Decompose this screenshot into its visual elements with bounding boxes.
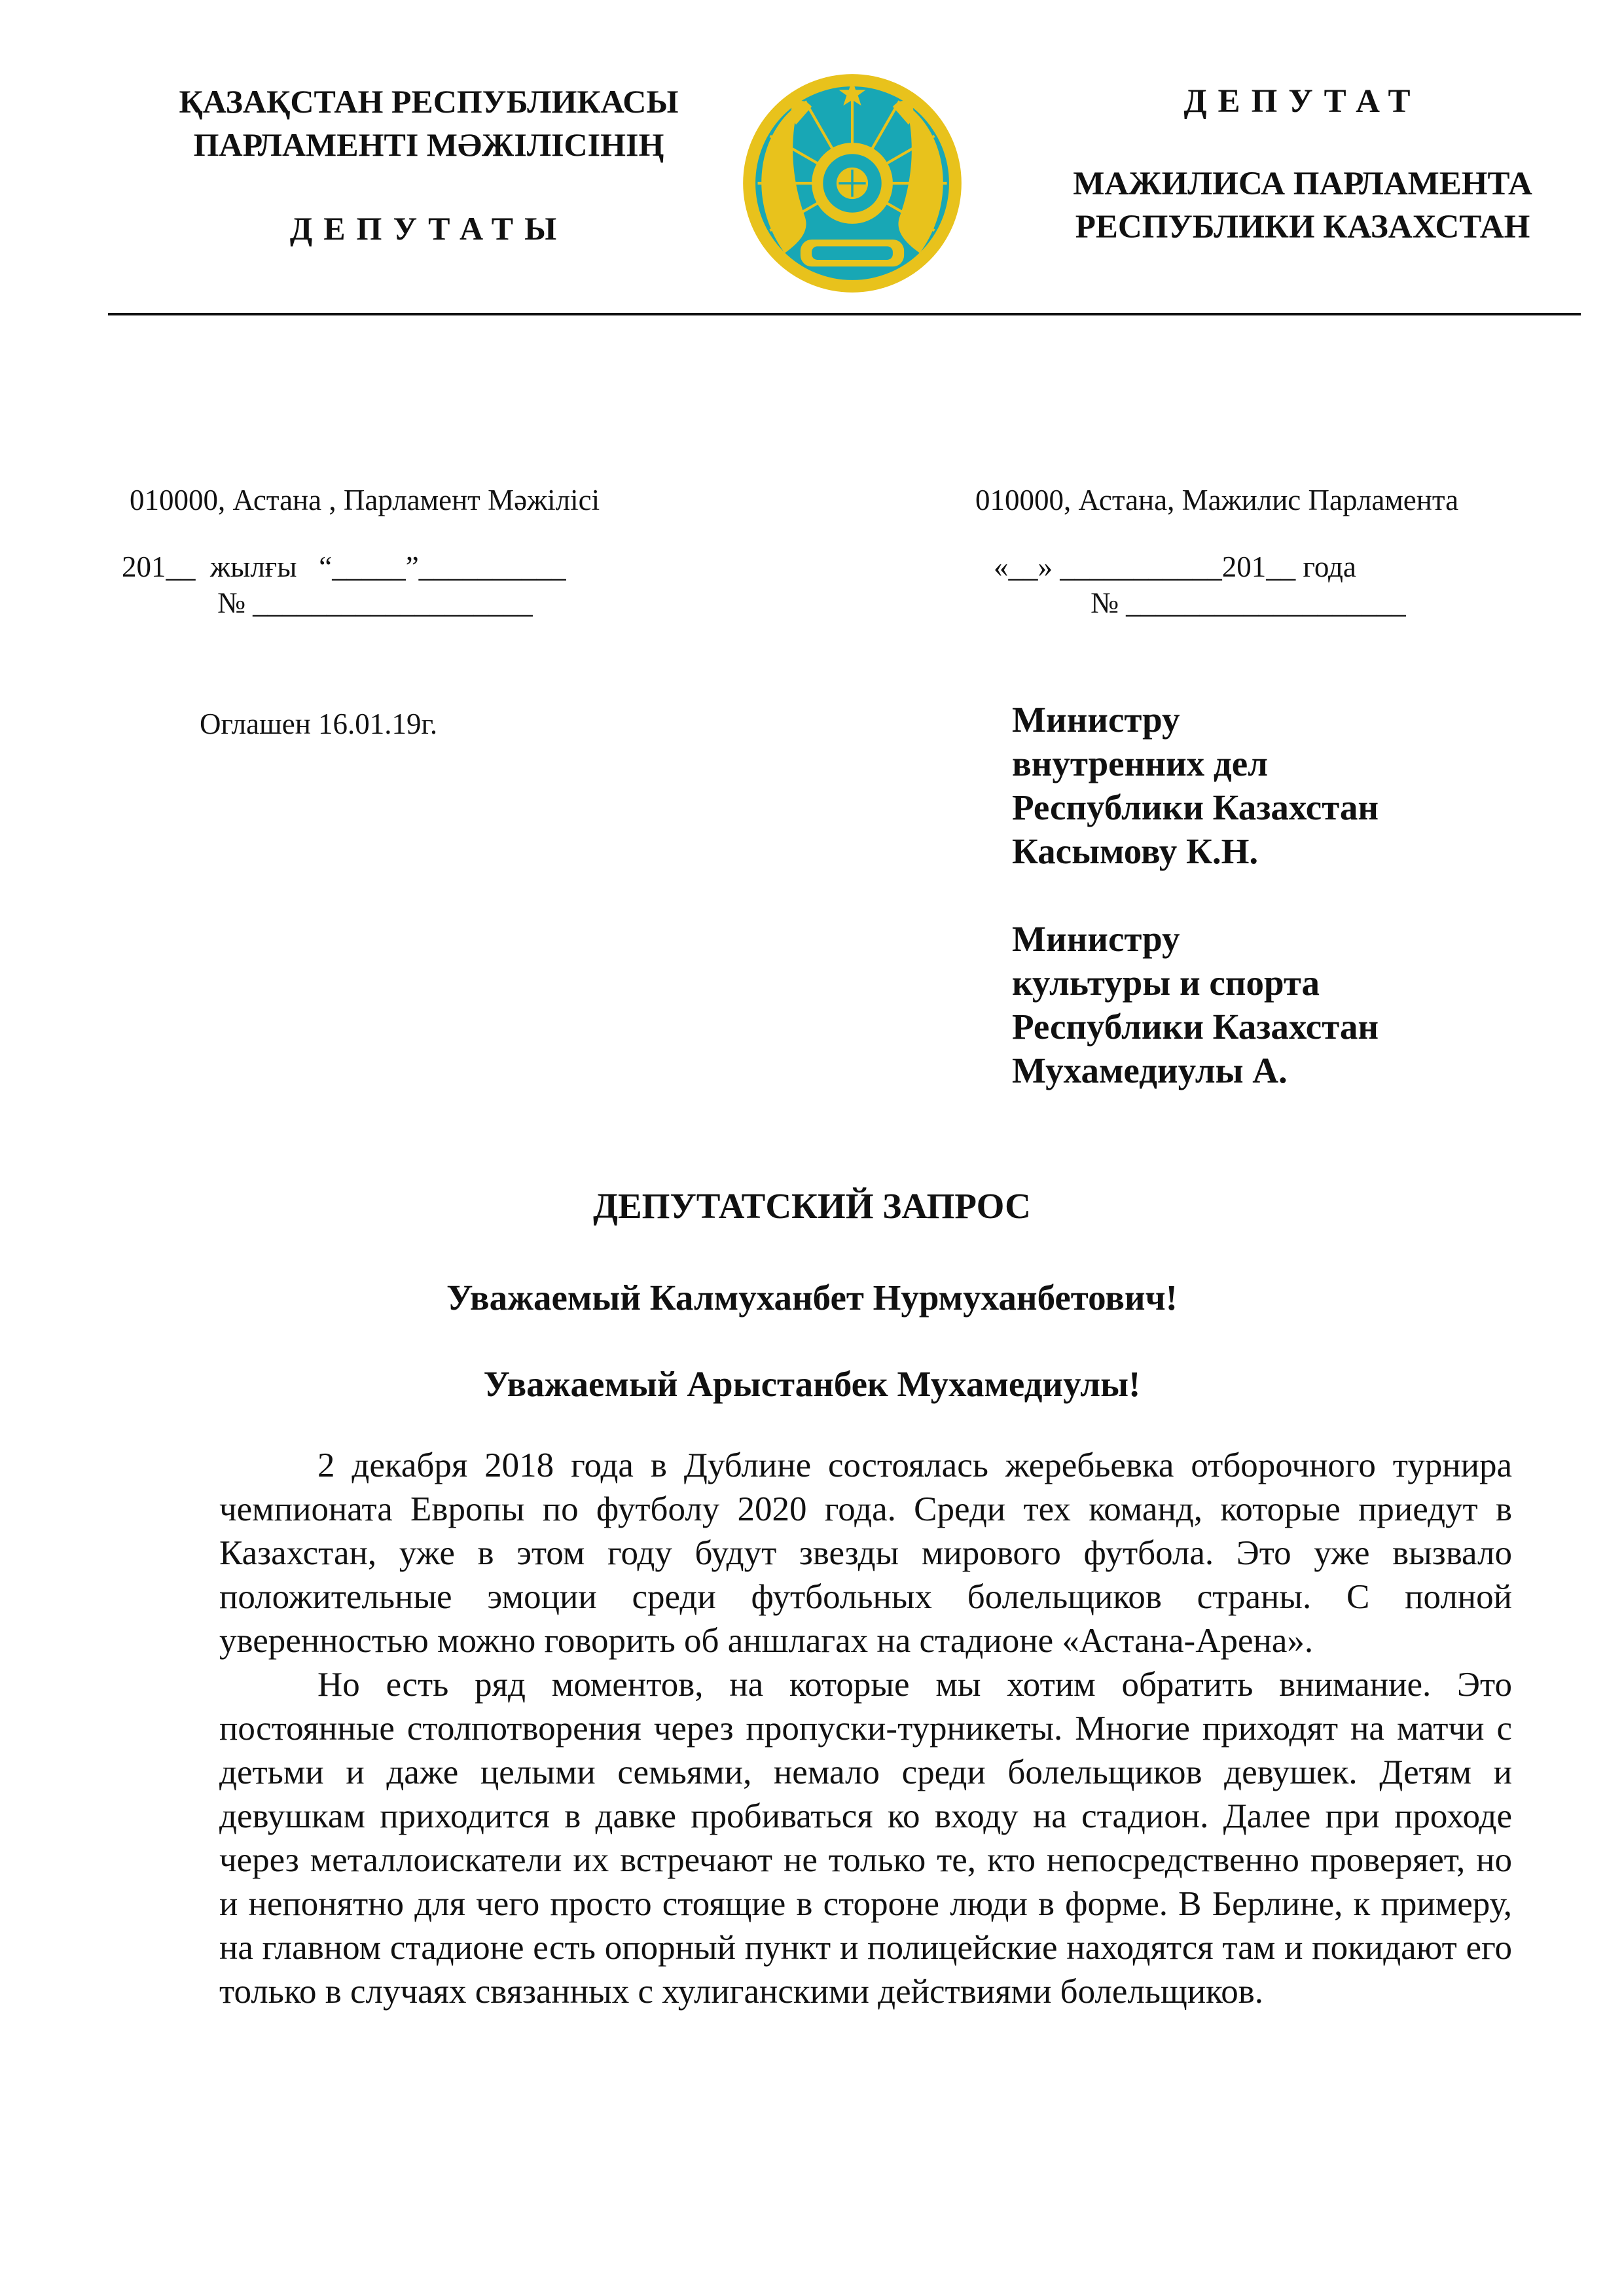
header-left-title: ДЕПУТАТЫ [289, 210, 568, 247]
greeting-second: Уважаемый Арыстанбек Мухамедиулы! [483, 1364, 1141, 1404]
announcement-note: Оглашен 16.01.19г. [200, 708, 438, 740]
recipient [1012, 917, 1562, 1092]
state-emblem-icon [740, 71, 965, 296]
address-right: 010000, Астана, Мажилис Парламента [975, 484, 1459, 516]
header-right-russian [1021, 80, 1584, 249]
recipient-line: Министру [1012, 700, 1180, 740]
date-field-right: «__» ___________201__ года [994, 550, 1356, 583]
body-paragraph: 2 декабря 2018 года в Дублине состоялась жеребьевка отборочного турнира чемпионата Европы по футболу 2020 года. Среди тех команд, которые приедут в Казахстан, уже в этом году будут звезды мирового футбола. Это уже вызвало положительные эмоции среди футбольных болельщиков страны. С полной уверенностью можно говорить об аншлагах на стадионе «Астана-Арена». [219, 1446, 1512, 1660]
recipient-line: Касымову К.Н. [1012, 831, 1259, 871]
date-field-left: 201__ жылғы “_____”__________ [122, 550, 566, 583]
recipient-line: Министру [1012, 919, 1180, 959]
header-divider [108, 313, 1581, 315]
header-left-line2: ПАРЛАМЕНТІ МӘЖІЛІСІНІҢ [193, 126, 664, 163]
header-left-kazakh [118, 80, 740, 250]
header-right-title: ДЕПУТАТ [1183, 83, 1422, 120]
number-field-left: № ___________________ [217, 586, 533, 619]
recipients-block [1012, 698, 1562, 1092]
number-field-right: № ___________________ [1091, 586, 1406, 619]
recipient [1012, 698, 1562, 873]
recipient-line: внутренних дел [1012, 744, 1268, 783]
document-title: ДЕПУТАТСКИЙ ЗАПРОС [593, 1186, 1031, 1226]
recipient-line: Республики Казахстан [1012, 787, 1379, 827]
body-text [219, 1444, 1512, 2014]
recipient-line: Республики Казахстан [1012, 1007, 1379, 1047]
recipient-line: Мухамедиулы А. [1012, 1050, 1288, 1090]
header-left-line1: ҚАЗАҚСТАН РЕСПУБЛИКАСЫ [179, 83, 679, 120]
greeting-first: Уважаемый Калмуханбет Нурмуханбетович! [446, 1278, 1178, 1318]
recipient-line: культуры и спорта [1012, 963, 1320, 1003]
header-right-line1: МАЖИЛИСА ПАРЛАМЕНТА [1073, 166, 1532, 202]
header-right-line2: РЕСПУБЛИКИ КАЗАХСТАН [1075, 209, 1530, 245]
address-left: 010000, Астана , Парламент Мәжілісі [130, 484, 600, 516]
body-paragraph: Но есть ряд моментов, на которые мы хотим обратить внимание. Это постоянные столпотворения через пропуски-турникеты. Многие приходят на матчи с детьми и даже целыми семьями, немало среди болельщиков девушек. Детям и девушкам приходится в давке пробиваться ко входу на стадион. Далее при проходе через металлоискатели их встречают не только те, кто непосредственно проверяет, но и непонятно для чего просто стоящие в стороне люди в форме. В Берлине, к примеру, на главном стадионе есть опорный пункт и полицейские находятся там и покидают его только в случаях связанных с хулиганскими действиями болельщиков. [219, 1666, 1512, 2011]
